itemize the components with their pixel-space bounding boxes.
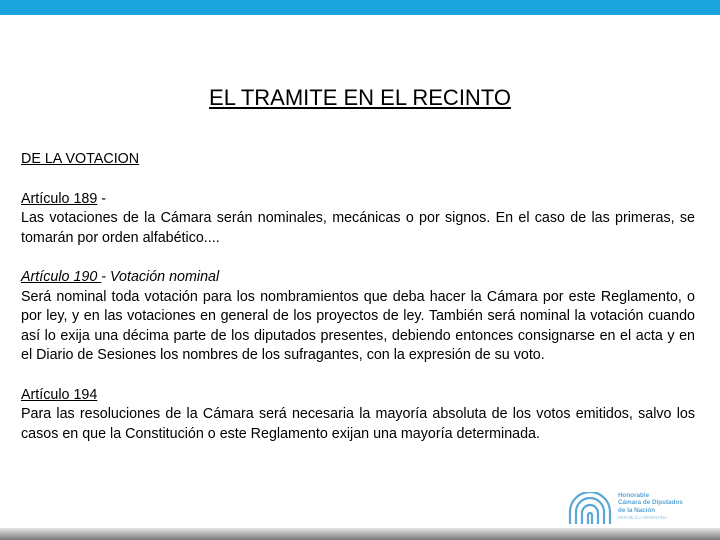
article-text: Las votaciones de la Cámara serán nominales, mecánicas o por signos. En el caso de las primeras, se tomarán por orden alfabético.... bbox=[21, 210, 695, 246]
congress-building-icon bbox=[566, 492, 614, 524]
article-heading bbox=[21, 386, 695, 406]
slide-title: EL TRAMITE EN EL RECINTO bbox=[209, 85, 511, 110]
article-text: Será nominal toda votación para los nombramientos que deba hacer la Cámara por este Reglamento, o por ley, y en las votaciones en general de los proyectos de ley. También será nominal la votación cuando así lo exija una décima parte de los diputados presentes, debiendo entonces consignarse en el acta y en el Diario de Sesiones los nombres de los sufragantes, con la expresión de su voto. bbox=[21, 288, 695, 363]
top-accent-bar bbox=[0, 0, 720, 15]
bottom-shadow-bar bbox=[0, 528, 720, 540]
article-heading bbox=[21, 190, 695, 210]
article-189 bbox=[21, 190, 695, 249]
chamber-logo bbox=[566, 491, 706, 525]
article-194 bbox=[21, 386, 695, 445]
article-separator: - bbox=[101, 269, 111, 285]
article-separator: - bbox=[97, 190, 107, 207]
logo-line: REPÚBLICA ARGENTINA bbox=[618, 514, 667, 520]
article-text: Para las resoluciones de la Cámara será necesaria la mayoría absoluta de los votos emitidos, salvo los casos en que la Constitución o este Reglamento exijan una mayoría determinada. bbox=[21, 406, 695, 442]
logo-line: de la Nación bbox=[618, 506, 656, 514]
slide-body bbox=[21, 150, 695, 464]
article-heading bbox=[21, 268, 695, 288]
article-number: Artículo 189 bbox=[21, 190, 98, 207]
article-number: Artículo 190 bbox=[21, 269, 102, 285]
logo-text bbox=[618, 492, 708, 521]
section-heading: DE LA VOTACION bbox=[21, 151, 140, 167]
article-number: Artículo 194 bbox=[21, 386, 98, 403]
logo-line: Honorable bbox=[618, 492, 650, 499]
article-190 bbox=[21, 268, 695, 366]
logo-line: Cámara de Diputados bbox=[618, 499, 683, 507]
article-subtitle: Votación nominal bbox=[110, 269, 220, 285]
